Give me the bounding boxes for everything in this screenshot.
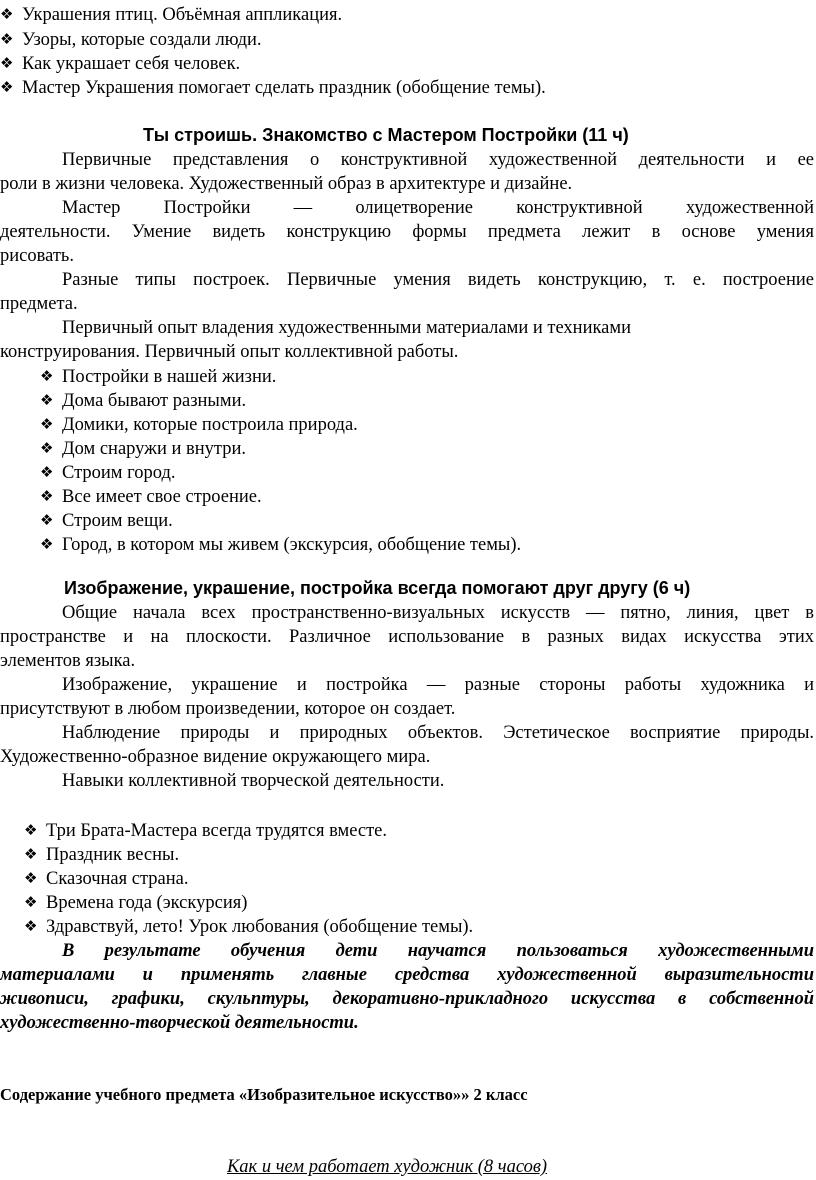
list-item: ❖ Как украшает себя человек. — [0, 51, 240, 77]
diamond-bullet-icon: ❖ — [0, 54, 14, 72]
paragraph-line: Первичный опыт владения художественными материалами и техниками — [62, 318, 632, 338]
diamond-bullet-icon: ❖ — [40, 415, 54, 433]
list-item: ❖ Сказочная страна. — [24, 866, 189, 892]
diamond-bullet-icon: ❖ — [40, 367, 54, 385]
diamond-bullet-icon: ❖ — [24, 821, 38, 839]
paragraph-line: деятельности. Умение видеть конструкцию формы предмета лежит в основе умения — [0, 222, 814, 242]
diamond-bullet-icon: ❖ — [0, 78, 14, 96]
section-heading: Изображение, украшение, постройка всегда помогают друг другу (6 ч) — [64, 578, 691, 598]
paragraph-line: Навыки коллективной творческой деятельности. — [62, 771, 445, 791]
paragraph-line: Изображение, украшение и постройка — разные стороны работы художника и — [62, 675, 814, 695]
paragraph-line: Мастер Постройки — олицетворение конструктивной художественной — [62, 198, 814, 218]
next-section-title: Как и чем работает художник (8 часов) — [227, 1157, 548, 1177]
result-paragraph-line: В результате обучения дети научатся пользоваться художественными — [62, 941, 814, 961]
list-item: ❖ Строим город. — [40, 460, 176, 486]
list-item: ❖ Город, в котором мы живем (экскурсия, обобщение темы). — [40, 532, 521, 558]
diamond-bullet-icon: ❖ — [24, 869, 38, 887]
list-item: ❖ Дома бывают разными. — [40, 388, 246, 414]
paragraph-line: элементов языка. — [0, 651, 136, 671]
list-item: ❖ Праздник весны. — [24, 842, 179, 868]
diamond-bullet-icon: ❖ — [40, 487, 54, 505]
diamond-bullet-icon: ❖ — [24, 917, 38, 935]
paragraph-line: рисовать. — [0, 246, 74, 266]
paragraph-line: роли в жизни человека. Художественный образ в архитектуре и дизайне. — [0, 174, 573, 194]
list-item: ❖ Постройки в нашей жизни. — [40, 364, 276, 390]
subject-heading: Содержание учебного предмета «Изобразительное искусство»» 2 класс — [0, 1085, 528, 1104]
list-item: ❖ Три Брата-Мастера всегда трудятся вместе. — [24, 818, 387, 844]
result-paragraph-line: художественно-творческой деятельности. — [0, 1013, 359, 1033]
result-paragraph-line: материалами и применять главные средства художественной выразительности — [0, 965, 814, 985]
list-item: ❖ Украшения птиц. Объёмная аппликация. — [0, 2, 342, 28]
section-heading: Ты строишь. Знакомство с Мастером Постройки (11 ч) — [143, 125, 629, 145]
paragraph-line: Разные типы построек. Первичные умения видеть конструкцию, т. е. построение — [62, 270, 814, 290]
list-item: ❖ Времена года (экскурсия) — [24, 890, 247, 916]
list-item: ❖ Здравствуй, лето! Урок любования (обобщение темы). — [24, 914, 473, 940]
paragraph-line: присутствуют в любом произведении, которое он создает. — [0, 699, 456, 719]
paragraph-line: Первичные представления о конструктивной художественной деятельности и ее — [62, 150, 814, 170]
list-item: ❖ Дом снаружи и внутри. — [40, 436, 246, 462]
list-item: ❖ Строим вещи. — [40, 508, 173, 534]
result-paragraph-line: живописи, графики, скульптуры, декоративно-прикладного искусства в собственной — [0, 989, 814, 1009]
paragraph-line: Художественно-образное видение окружающего мира. — [0, 747, 431, 767]
paragraph-line: Общие начала всех пространственно-визуальных искусств — пятно, линия, цвет в — [62, 603, 814, 623]
diamond-bullet-icon: ❖ — [40, 511, 54, 529]
paragraph-line: предмета. — [0, 294, 78, 314]
paragraph-line: конструирования. Первичный опыт коллективной работы. — [0, 342, 459, 362]
list-item: ❖ Домики, которые построила природа. — [40, 412, 358, 438]
diamond-bullet-icon: ❖ — [24, 893, 38, 911]
paragraph-line: пространстве и на плоскости. Различное использование в разных видах искусства этих — [0, 627, 814, 647]
list-item: ❖ Мастер Украшения помогает сделать праздник (обобщение темы). — [0, 75, 546, 101]
diamond-bullet-icon: ❖ — [0, 30, 14, 48]
list-item: ❖ Узоры, которые создали люди. — [0, 27, 262, 53]
diamond-bullet-icon: ❖ — [40, 391, 54, 409]
diamond-bullet-icon: ❖ — [24, 845, 38, 863]
diamond-bullet-icon: ❖ — [40, 463, 54, 481]
list-item: ❖ Все имеет свое строение. — [40, 484, 262, 510]
diamond-bullet-icon: ❖ — [40, 535, 54, 553]
diamond-bullet-icon: ❖ — [0, 5, 14, 23]
paragraph-line: Наблюдение природы и природных объектов. Эстетическое восприятие природы. — [62, 723, 814, 743]
diamond-bullet-icon: ❖ — [40, 439, 54, 457]
